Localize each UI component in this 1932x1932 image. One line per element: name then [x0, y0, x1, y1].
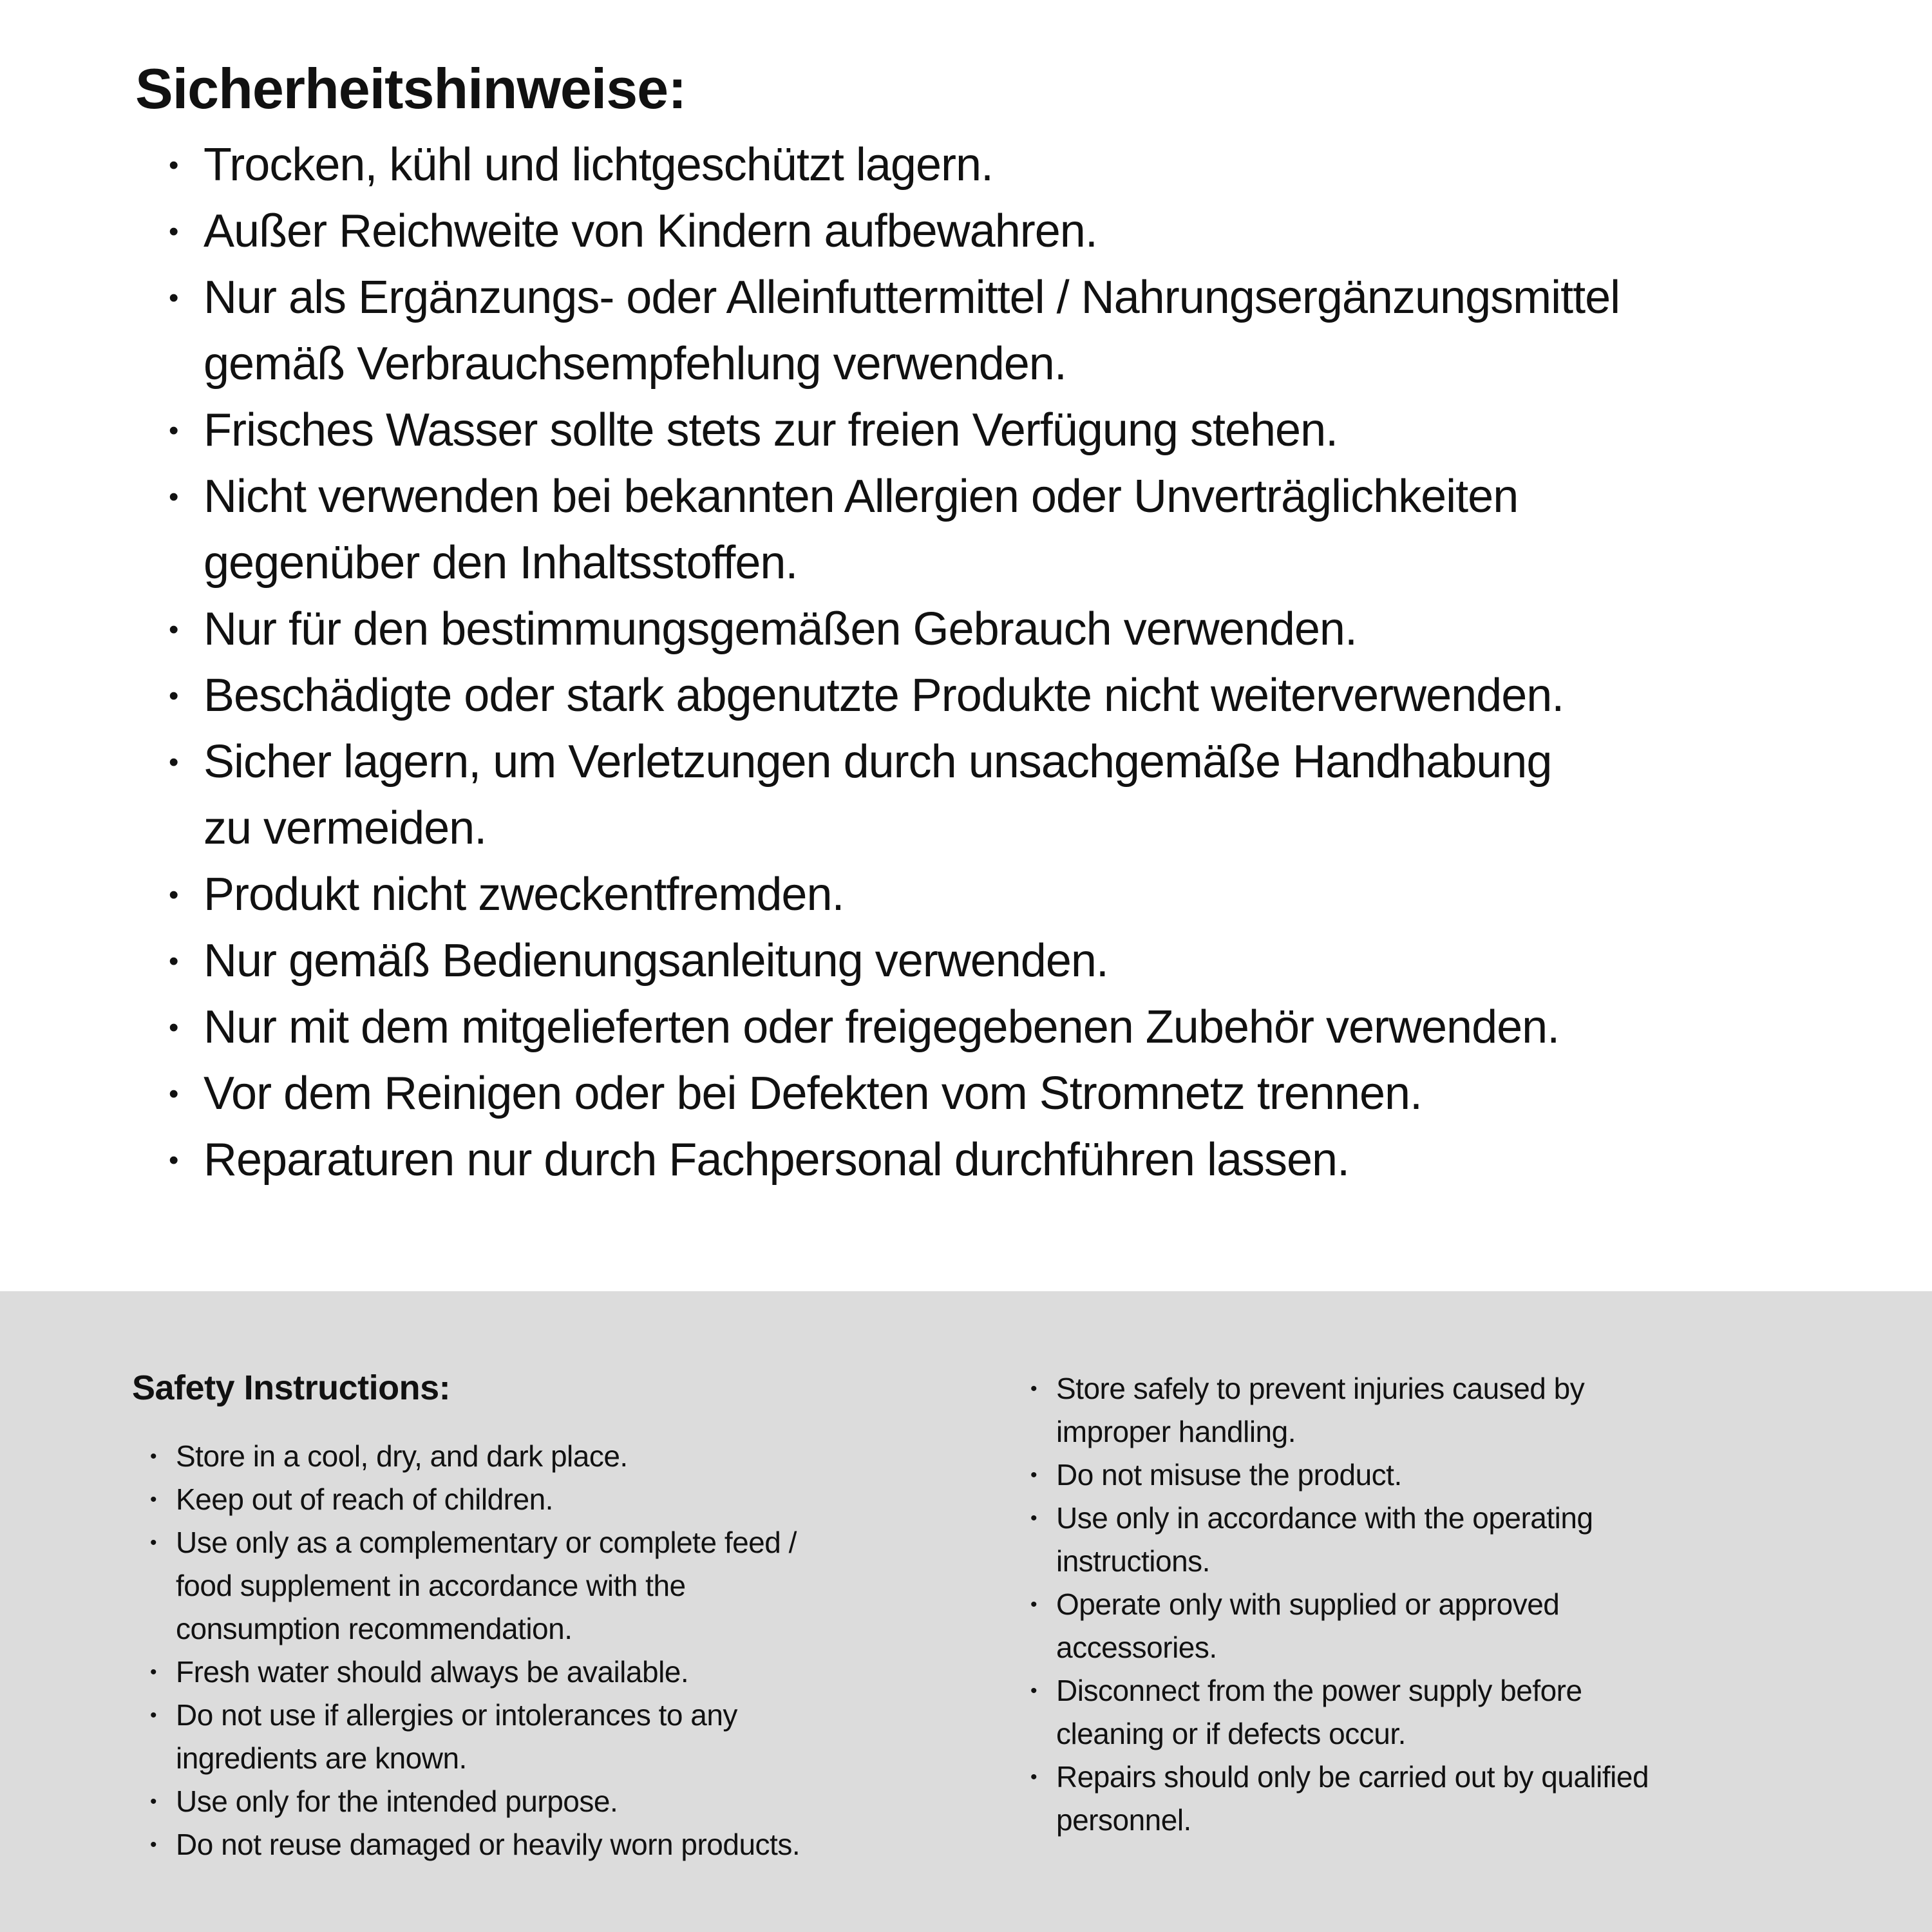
item-lines [1056, 1669, 1582, 1756]
item-line: Nur mit dem mitgelieferten oder freigegebenen Zubehör verwenden. [204, 1001, 1560, 1053]
item-line: Do not use if allergies or intolerances to any [176, 1698, 737, 1732]
list-item [150, 1435, 1030, 1478]
item-line: Nur als Ergänzungs- oder Alleinfuttermittel / Nahrungsergänzungsmittel [204, 271, 1620, 323]
list-item [169, 265, 1893, 397]
item-lines [176, 1823, 800, 1866]
item-lines [176, 1651, 688, 1694]
item-line: improper handling. [1056, 1415, 1296, 1448]
item-line: gegenüber den Inhaltsstoffen. [204, 536, 798, 589]
item-line: Use only in accordance with the operating [1056, 1501, 1593, 1535]
item-line: accessories. [1056, 1631, 1217, 1664]
list-item [1030, 1454, 1649, 1497]
bullet-icon: • [169, 1077, 178, 1110]
item-line: Fresh water should always be available. [176, 1654, 689, 1689]
item-line: Store safely to prevent injuries caused by [1056, 1372, 1585, 1405]
bullet-icon: • [169, 1144, 178, 1176]
item-line: Disconnect from the power supply before [1056, 1674, 1582, 1707]
item-lines [1056, 1367, 1584, 1454]
item-line: Do not misuse the product. [1056, 1458, 1402, 1492]
list-item [1030, 1367, 1649, 1454]
item-line: Beschädigte oder stark abgenutzte Produkte nicht weiterverwenden. [204, 669, 1564, 721]
item-line: instructions. [1056, 1544, 1210, 1578]
list-item [150, 1478, 1030, 1521]
item-line: Use only as a complementary or complete feed / [176, 1525, 797, 1559]
list-item [169, 994, 1893, 1061]
bullet-icon: • [1030, 1378, 1037, 1399]
item-lines [1056, 1497, 1593, 1583]
list-item [1030, 1497, 1649, 1583]
item-line: Nur für den bestimmungsgemäßen Gebrauch verwenden. [204, 603, 1357, 655]
bullet-icon: • [169, 281, 178, 314]
bullet-icon: • [169, 878, 178, 911]
item-line: consumption recommendation. [176, 1611, 573, 1645]
item-line: Produkt nicht zweckentfremden. [204, 868, 844, 920]
item-line: Frisches Wasser sollte stets zur freien Verfügung stehen. [204, 404, 1338, 456]
bullet-icon: • [150, 1445, 157, 1467]
bullet-icon: • [150, 1488, 157, 1510]
item-line: personnel. [1056, 1803, 1191, 1837]
bullet-icon: • [150, 1704, 157, 1726]
list-item [1030, 1669, 1649, 1756]
item-line: Vor dem Reinigen oder bei Defekten vom Stromnetz trennen. [204, 1067, 1423, 1119]
bullet-icon: • [1030, 1464, 1037, 1486]
list-item [169, 928, 1893, 994]
item-line: Keep out of reach of children. [176, 1482, 553, 1516]
bullet-icon: • [1030, 1508, 1037, 1529]
list-item [169, 663, 1893, 729]
item-lines [204, 1061, 1422, 1127]
list-item [169, 397, 1893, 464]
list-item [150, 1823, 1030, 1866]
bullet-icon: • [169, 679, 178, 712]
bullet-icon: • [169, 1011, 178, 1043]
item-lines [204, 397, 1338, 464]
bullet-icon: • [169, 215, 178, 247]
item-lines [204, 132, 993, 198]
item-line: Store in a cool, dry, and dark place. [176, 1439, 628, 1473]
item-line: Trocken, kühl und lichtgeschützt lagern. [204, 138, 994, 191]
item-line: Reparaturen nur durch Fachpersonal durchführen lassen. [204, 1133, 1350, 1186]
item-lines [1056, 1756, 1649, 1842]
list-item [169, 198, 1893, 265]
item-lines [1056, 1454, 1402, 1497]
item-lines [204, 198, 1097, 265]
item-lines [204, 663, 1564, 729]
list-item [150, 1521, 1030, 1651]
list-item [169, 862, 1893, 928]
german-bullet-list [169, 132, 1893, 1193]
bullet-icon: • [150, 1790, 157, 1812]
bullet-icon: • [150, 1531, 157, 1553]
list-item [150, 1694, 1030, 1780]
english-left-list [150, 1435, 1030, 1866]
list-item [169, 1127, 1893, 1193]
list-item [150, 1780, 1030, 1823]
item-lines [204, 1127, 1349, 1193]
item-line: cleaning or if defects occur. [1056, 1717, 1406, 1750]
bullet-icon: • [169, 414, 178, 446]
bullet-icon: • [169, 149, 178, 181]
bullet-icon: • [150, 1661, 157, 1683]
item-line: Repairs should only be carried out by qualified [1056, 1760, 1649, 1794]
list-item [150, 1651, 1030, 1694]
item-lines [204, 862, 844, 928]
list-item [169, 596, 1893, 663]
item-lines [204, 265, 1620, 397]
bullet-icon: • [1030, 1594, 1037, 1615]
english-right-column [1030, 1367, 1649, 1932]
item-lines [176, 1780, 618, 1823]
item-line: food supplement in accordance with the [176, 1568, 686, 1602]
item-lines [204, 928, 1108, 994]
item-lines [176, 1521, 797, 1651]
english-left-column [132, 1367, 1030, 1932]
item-lines [204, 994, 1559, 1061]
item-line: Nur gemäß Bedienungsanleitung verwenden. [204, 934, 1108, 987]
item-line: Operate only with supplied or approved [1056, 1587, 1560, 1621]
item-lines [1056, 1583, 1559, 1669]
english-section [0, 1291, 1932, 1932]
english-right-list [1030, 1367, 1649, 1842]
item-line: Do not reuse damaged or heavily worn products. [176, 1827, 800, 1861]
bullet-icon: • [150, 1833, 157, 1855]
item-line: zu vermeiden. [204, 802, 487, 854]
item-line: gemäß Verbrauchsempfehlung verwenden. [204, 337, 1066, 390]
item-lines [204, 464, 1518, 596]
item-line: Use only for the intended purpose. [176, 1784, 618, 1818]
bullet-icon: • [169, 613, 178, 645]
list-item [169, 132, 1893, 198]
bullet-icon: • [169, 945, 178, 977]
list-item [1030, 1756, 1649, 1842]
item-lines [176, 1694, 737, 1780]
list-item [1030, 1583, 1649, 1669]
item-lines [204, 729, 1551, 862]
bullet-icon: • [169, 746, 178, 778]
german-heading: Sicherheitshinweise: [135, 57, 687, 120]
list-item [169, 464, 1893, 596]
list-item [169, 1061, 1893, 1127]
item-line: Außer Reichweite von Kindern aufbewahren. [204, 205, 1097, 257]
item-lines [176, 1478, 553, 1521]
bullet-icon: • [1030, 1766, 1037, 1788]
item-lines [176, 1435, 628, 1478]
item-line: Nicht verwenden bei bekannten Allergien oder Unverträglichkeiten [204, 470, 1519, 522]
item-line: ingredients are known. [176, 1741, 467, 1775]
list-item [169, 729, 1893, 862]
english-heading: Safety Instructions: [132, 1368, 451, 1407]
bullet-icon: • [1030, 1680, 1037, 1701]
bullet-icon: • [169, 480, 178, 513]
item-lines [204, 596, 1357, 663]
item-line: Sicher lagern, um Verletzungen durch unsachgemäße Handhabung [204, 735, 1552, 788]
